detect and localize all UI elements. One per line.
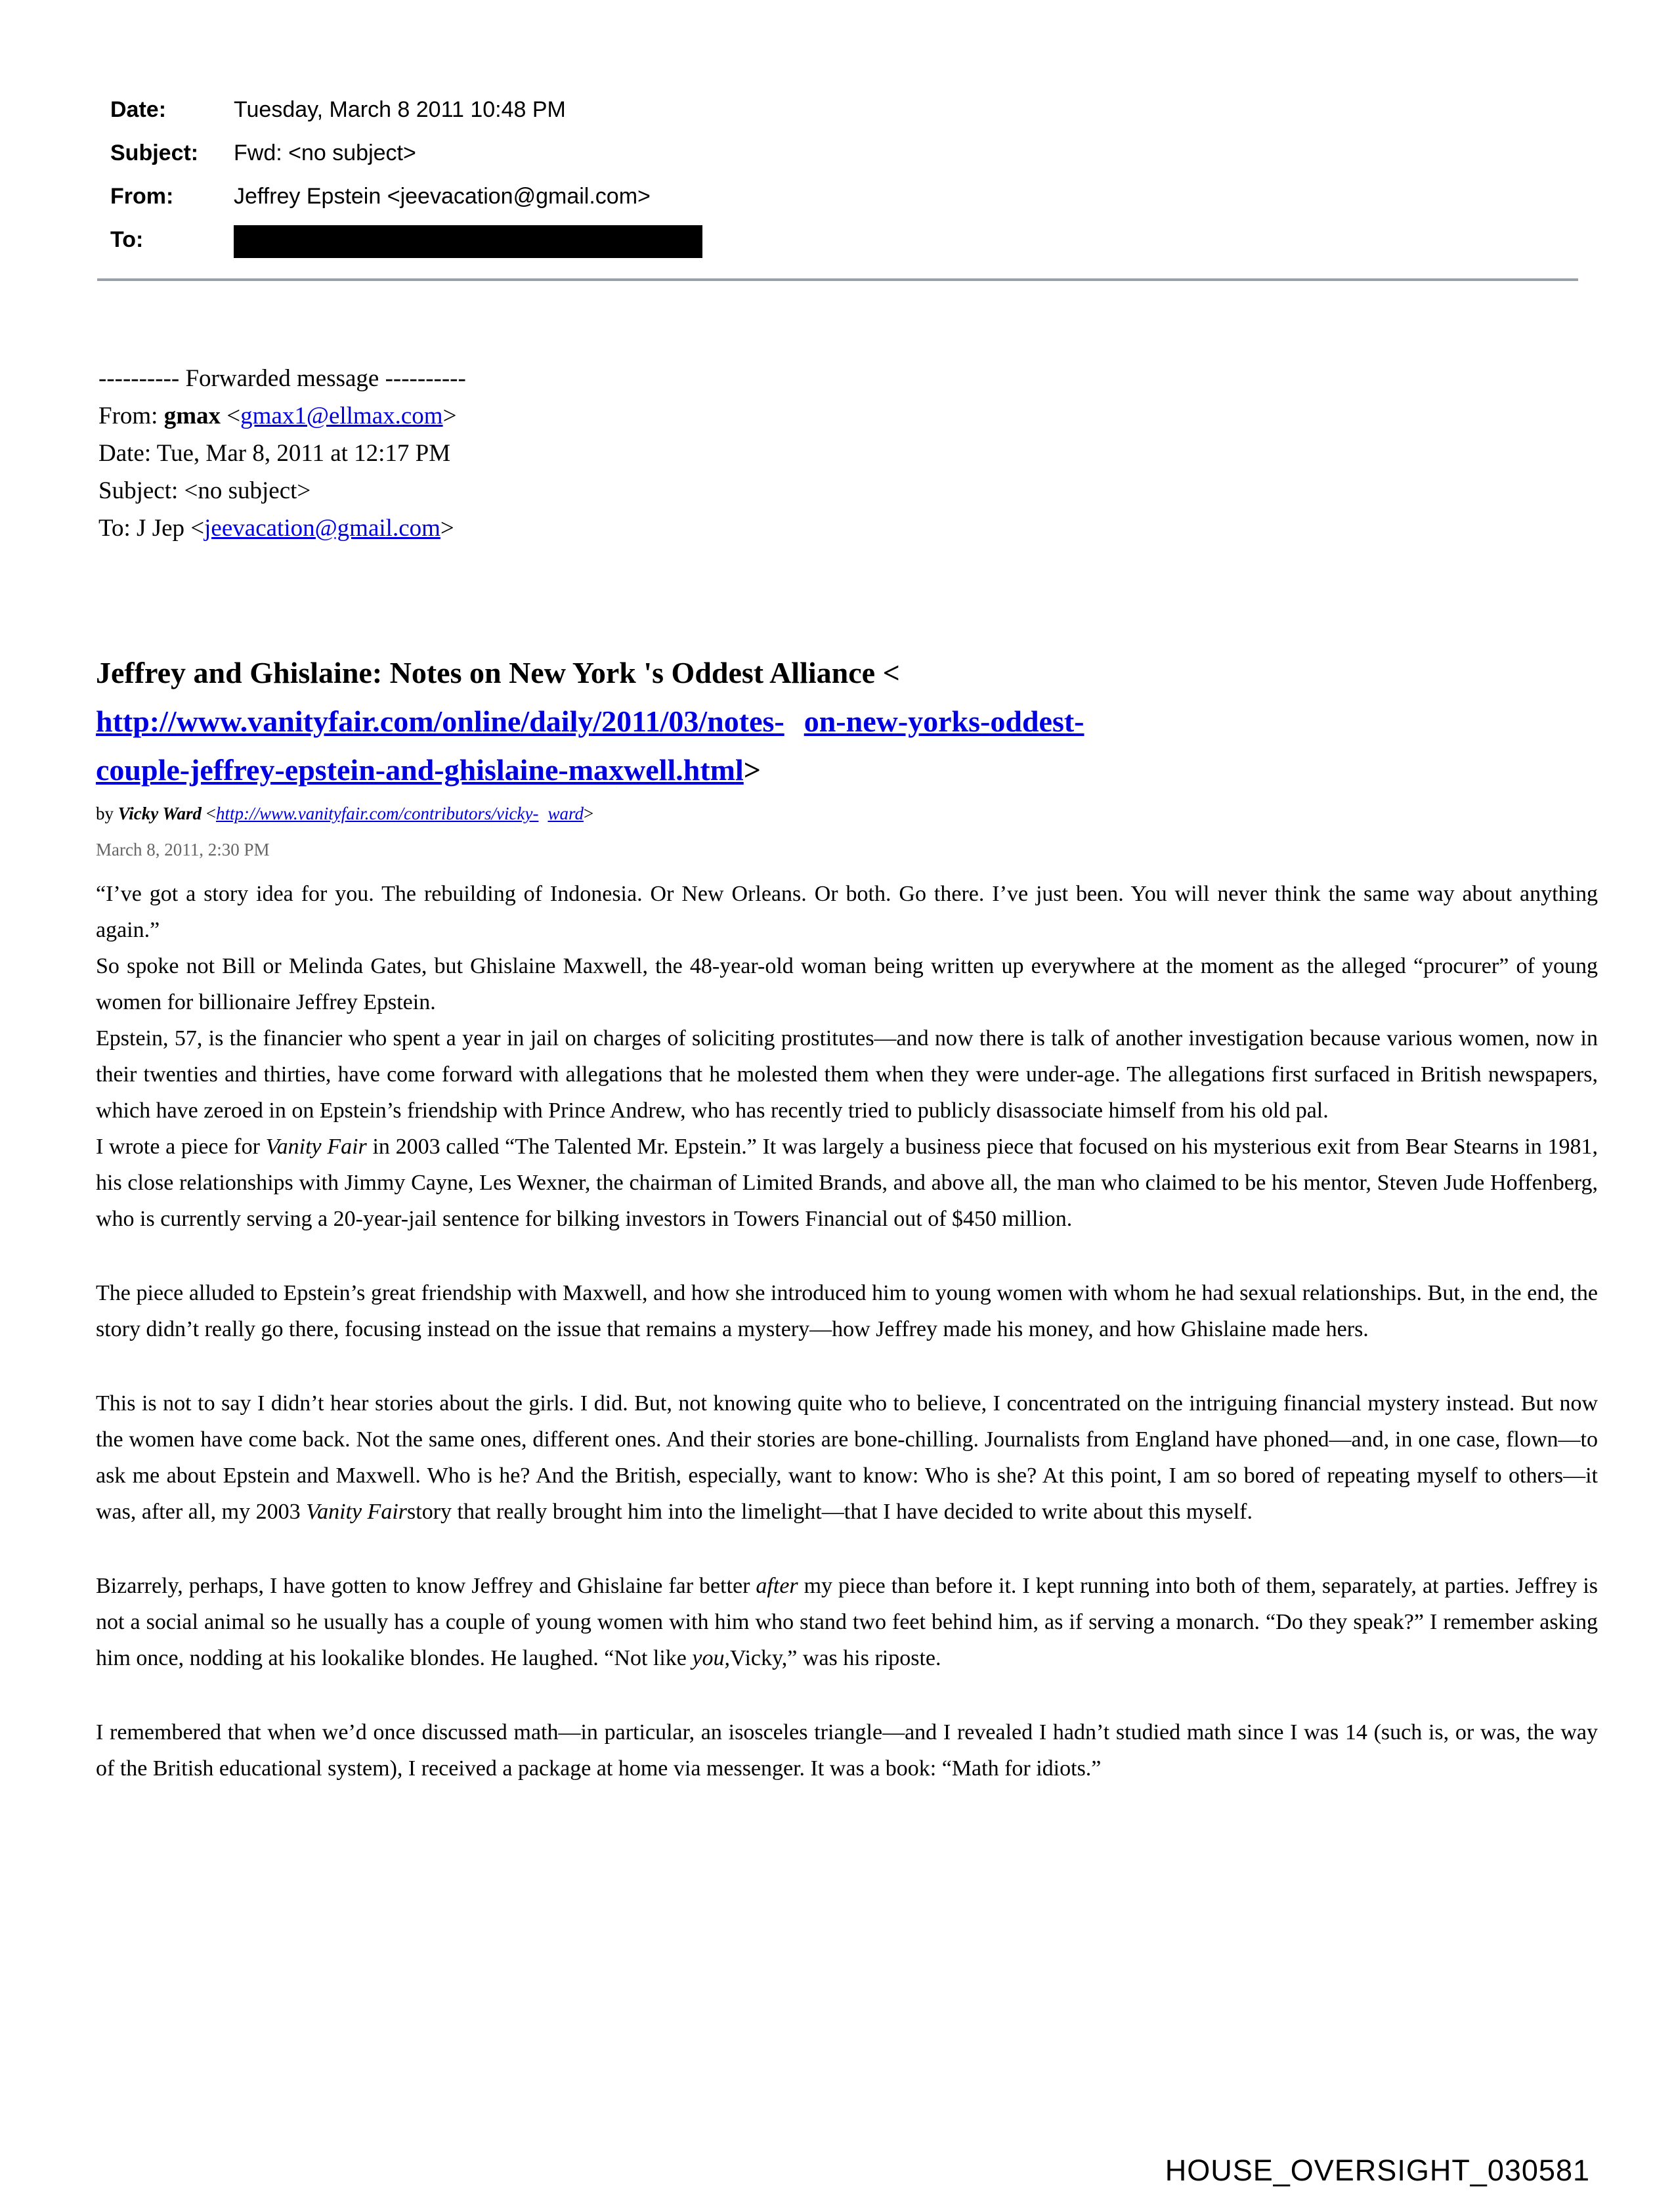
angle-close: > xyxy=(440,515,454,542)
text-run: Vicky,” was his riposte. xyxy=(729,1646,941,1670)
article-paragraph xyxy=(96,1129,1598,1237)
angle-close: > xyxy=(743,753,761,787)
article-paragraph xyxy=(96,1385,1598,1530)
forwarded-from-label: From: xyxy=(98,402,164,429)
article-paragraph xyxy=(96,948,1598,1020)
text-run: The piece alluded to Epstein’s great friendship with Maxwell, and how she introduced him to young women with whom he had sexual relationships. But, in the end, the story didn’t really go there, focusing instead on the issue that remains a mystery—how Jeffrey made his money, and how Ghislaine made hers. xyxy=(96,1281,1598,1341)
text-run: story that really brought him into the limelight—that I have decided to write about this myself. xyxy=(407,1500,1253,1524)
angle-close: > xyxy=(583,804,594,823)
article-paragraph xyxy=(96,1020,1598,1129)
article xyxy=(96,649,1598,1787)
forwarded-from-name: gmax xyxy=(163,402,221,429)
article-paragraph xyxy=(96,1568,1598,1676)
article-paragraph xyxy=(96,1714,1598,1787)
email-header xyxy=(110,97,702,276)
byline-author: Vicky Ward xyxy=(118,804,202,823)
angle-open: < xyxy=(226,402,241,429)
text-run: my piece than before it. I kept running into both of them, separately, at parties. Jeffrey is not a social animal so he usually has a couple of young women with him who stand two feet behind him, as if serving a monarch. “Do they speak?” I remember asking him once, nodding at his lookalike blondes. He laughed. “Not like xyxy=(96,1574,1599,1670)
header-row-from xyxy=(110,184,702,209)
forwarded-to-line xyxy=(98,510,466,547)
from-value: Jeffrey Epstein <jeevacation@gmail.com> xyxy=(234,184,651,209)
text-run: I remembered that when we’d once discussed math—in particular, an isosceles triangle—and I revealed I hadn’t studied math since I was 14 (such is, or was, the way of the British educational system), I received a package at home via messenger. It was a book: “Math for idiots.” xyxy=(96,1720,1598,1781)
text-run: So spoke not Bill or Melinda Gates, but Ghislaine Maxwell, the 48-year-old woman being written up everywhere at the moment as the alleged “procurer” of young women for billionaire Jeffrey Epstein. xyxy=(96,954,1598,1014)
forwarded-date-line: Date: Tue, Mar 8, 2011 at 12:17 PM xyxy=(98,440,451,467)
article-url-link-part3[interactable]: couple-jeffrey-epstein-and-ghislaine-maxwell.html xyxy=(96,753,744,787)
date-value: Tuesday, March 8 2011 10:48 PM xyxy=(234,97,566,122)
publish-date: March 8, 2011, 2:30 PM xyxy=(96,840,270,859)
article-title-text: Jeffrey and Ghislaine: Notes on New York 's Oddest Alliance xyxy=(96,656,876,689)
text-run: This is not to say I didn’t hear stories about the girls. I did. But, not knowing quite who to believe, I concentrated on the intriguing financial mystery instead. But now the women have come back. Not the same ones, different ones. And their stories are bone-chilling. Journalists from England have phoned—and, in one case, flown—to ask me about Epstein and Maxwell. Who is he? And the British, especially, want to know: Who is she? At this point, I am so bored of repeating myself to others—it was, after all, my 2003 xyxy=(96,1391,1598,1524)
document-id: HOUSE_OVERSIGHT_030581 xyxy=(1165,2154,1590,2187)
text-run: Epstein, 57, is the financier who spent a year in jail on charges of soliciting prostitutes—and now there is talk of another investigation because various women, now in their twenties and thirties, have come forward with allegations that he molested them when they were under-age. The allegations first surfaced in British newspapers, which have zeroed in on Epstein’s friendship with Prince Andrew, who has recently tried to publicly disassociate himself from his old pal. xyxy=(96,1026,1598,1123)
forwarded-divider: ---------- Forwarded message ---------- xyxy=(98,365,466,392)
angle-open: < xyxy=(190,515,205,542)
article-body xyxy=(96,876,1598,1787)
forwarded-from-email-link[interactable]: gmax1@ellmax.com xyxy=(240,402,443,429)
header-row-subject xyxy=(110,141,702,166)
article-paragraph xyxy=(96,1275,1598,1347)
header-row-to xyxy=(110,227,702,258)
header-divider-rule xyxy=(97,278,1578,281)
forwarded-message-block xyxy=(98,360,466,547)
subject-label: Subject: xyxy=(110,141,199,165)
italic-run: Vanity Fair xyxy=(306,1500,408,1524)
byline xyxy=(96,804,1598,824)
text-run: in 2003 called “The Talented Mr. Epstein.” It was largely a business piece that focused on his mysterious exit from Bear Stearns in 1981, his close relationships with Jimmy Cayne, Les Wexner, the chairman of Limited Brands, and above all, the man who claimed to be his mentor, Steven Jude Hoffenberg, who is currently serving a 20-year-jail sentence for bilking investors in Towers Financial out of $450 million. xyxy=(96,1135,1598,1231)
italic-run: Vanity Fair xyxy=(265,1135,367,1159)
italic-run: after xyxy=(756,1574,798,1598)
angle-close: > xyxy=(442,402,457,429)
to-label: To: xyxy=(110,227,144,252)
angle-open: < xyxy=(882,656,900,689)
article-paragraph xyxy=(96,876,1598,948)
subject-value: Fwd: <no subject> xyxy=(234,141,416,165)
text-run: I wrote a piece for xyxy=(96,1135,266,1159)
text-run: Bizarrely, perhaps, I have gotten to know Jeffrey and Ghislaine far better xyxy=(96,1574,756,1598)
forwarded-to-label: To: J Jep xyxy=(98,515,191,542)
article-url-link-part1[interactable]: http://www.vanityfair.com/online/daily/2011/03/notes- xyxy=(96,705,784,738)
forwarded-to-email-link[interactable]: jeevacation@gmail.com xyxy=(204,515,440,542)
text-run: “I’ve got a story idea for you. The rebuilding of Indonesia. Or New Orleans. Or both. Go there. I’ve just been. You will never think the same way about anything again.” xyxy=(96,882,1598,942)
forwarded-from-line xyxy=(98,397,466,435)
italic-run: you, xyxy=(692,1646,730,1670)
angle-open: < xyxy=(205,804,216,823)
article-url-link-part2[interactable]: on-new-yorks-oddest- xyxy=(804,705,1084,738)
header-row-date xyxy=(110,97,702,123)
byline-author-link-part1[interactable]: http://www.vanityfair.com/contributors/vicky- xyxy=(216,804,539,823)
article-title xyxy=(96,649,1598,794)
byline-author-link-part2[interactable]: ward xyxy=(547,804,584,823)
date-label: Date: xyxy=(110,97,167,122)
from-label: From: xyxy=(110,184,174,209)
forwarded-subject-line: Subject: <no subject> xyxy=(98,477,311,504)
byline-by: by xyxy=(96,804,118,823)
redaction-bar xyxy=(234,225,702,258)
